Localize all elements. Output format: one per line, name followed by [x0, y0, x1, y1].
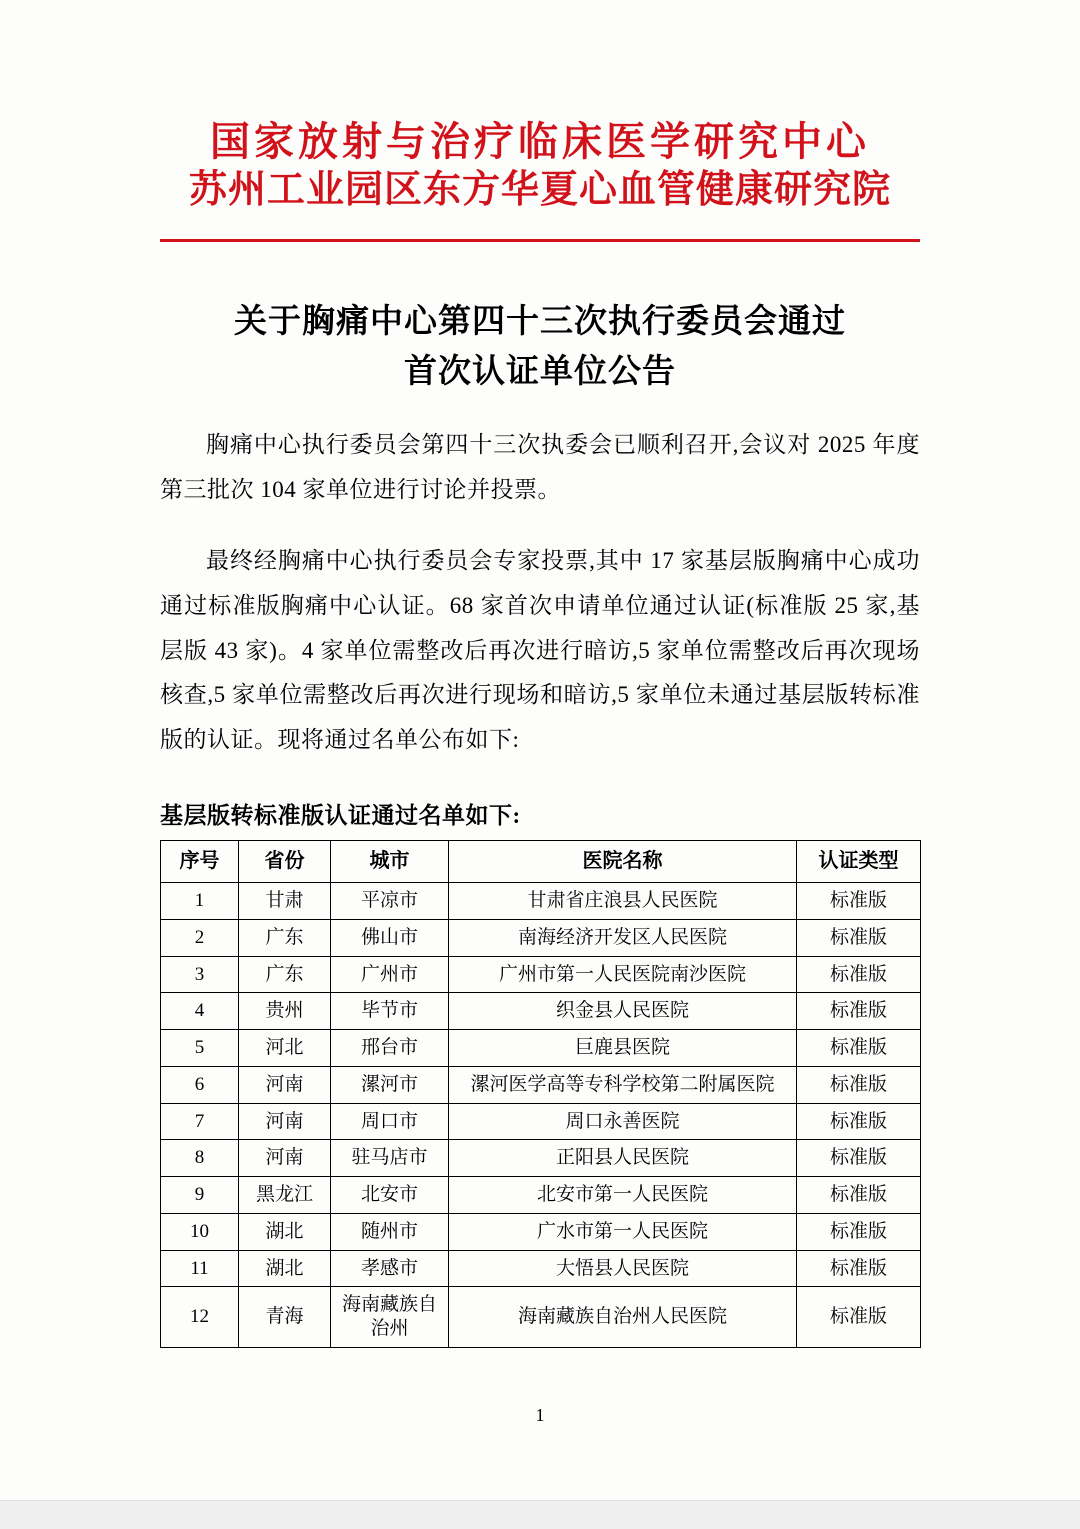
cell-index: 2 — [161, 919, 239, 956]
column-header-province: 省份 — [239, 841, 331, 883]
cell-province: 河南 — [239, 1140, 331, 1177]
table-row — [161, 1287, 921, 1348]
body-paragraph-1: 胸痛中心执行委员会第四十三次执委会已顺利召开,会议对 2025 年度第三批次 104 家单位进行讨论并投票。 — [160, 432, 921, 502]
cell-type: 标准版 — [797, 956, 921, 993]
cell-province: 河南 — [239, 1103, 331, 1140]
cell-type: 标准版 — [797, 1177, 921, 1214]
cell-province: 湖北 — [239, 1250, 331, 1287]
cell-index: 8 — [161, 1140, 239, 1177]
cell-province: 黑龙江 — [239, 1177, 331, 1214]
cell-city: 随州市 — [331, 1213, 449, 1250]
cell-city: 毕节市 — [331, 993, 449, 1030]
cell-type: 标准版 — [797, 1213, 921, 1250]
cell-hospital: 甘肃省庄浪县人民医院 — [449, 883, 797, 920]
column-header-index: 序号 — [161, 841, 239, 883]
certification-table — [160, 840, 921, 1348]
cell-hospital: 巨鹿县医院 — [449, 1030, 797, 1067]
table-row — [161, 1030, 921, 1067]
table-row — [161, 1066, 921, 1103]
cell-hospital: 正阳县人民医院 — [449, 1140, 797, 1177]
cell-type: 标准版 — [797, 1287, 921, 1348]
table-row — [161, 883, 921, 920]
cell-province: 广东 — [239, 919, 331, 956]
cell-province: 河南 — [239, 1066, 331, 1103]
cell-city: 海南藏族自治州 — [331, 1287, 449, 1348]
letterhead — [160, 0, 920, 242]
cell-city: 漯河市 — [331, 1066, 449, 1103]
cell-hospital: 周口永善医院 — [449, 1103, 797, 1140]
cell-province: 广东 — [239, 956, 331, 993]
cell-index: 4 — [161, 993, 239, 1030]
table-row — [161, 1177, 921, 1214]
cell-type: 标准版 — [797, 1140, 921, 1177]
cell-hospital: 海南藏族自治州人民医院 — [449, 1287, 797, 1348]
cell-city: 周口市 — [331, 1103, 449, 1140]
cell-city: 驻马店市 — [331, 1140, 449, 1177]
cell-hospital: 广州市第一人民医院南沙医院 — [449, 956, 797, 993]
cell-index: 9 — [161, 1177, 239, 1214]
cell-city: 佛山市 — [331, 919, 449, 956]
section-heading: 基层版转标准版认证通过名单如下: — [160, 803, 521, 829]
cell-index: 7 — [161, 1103, 239, 1140]
cell-type: 标准版 — [797, 1030, 921, 1067]
letterhead-divider — [160, 239, 920, 242]
cell-index: 3 — [161, 956, 239, 993]
letterhead-line-2: 苏州工业园区东方华夏心血管健康研究院 — [188, 168, 891, 211]
page-title — [160, 298, 920, 397]
table-header-row — [161, 841, 921, 883]
table-row — [161, 956, 921, 993]
table-row — [161, 1213, 921, 1250]
page-title-line-2: 首次认证单位公告 — [404, 353, 676, 390]
letterhead-line-1: 国家放射与治疗临床医学研究中心 — [210, 119, 870, 164]
cell-type: 标准版 — [797, 1250, 921, 1287]
cell-index: 6 — [161, 1066, 239, 1103]
column-header-type: 认证类型 — [797, 841, 921, 883]
cell-city: 邢台市 — [331, 1030, 449, 1067]
table-row — [161, 919, 921, 956]
cell-province: 甘肃 — [239, 883, 331, 920]
page-number: 1 — [535, 1405, 545, 1425]
cell-hospital: 南海经济开发区人民医院 — [449, 919, 797, 956]
cell-type: 标准版 — [797, 919, 921, 956]
cell-city: 北安市 — [331, 1177, 449, 1214]
cell-index: 5 — [161, 1030, 239, 1067]
column-header-city: 城市 — [331, 841, 449, 883]
table-row — [161, 1103, 921, 1140]
document-content — [160, 0, 920, 1348]
cell-index: 10 — [161, 1213, 239, 1250]
body-paragraph-2: 最终经胸痛中心执行委员会专家投票,其中 17 家基层版胸痛中心成功通过标准版胸痛中心认证。68 家首次申请单位通过认证(标准版 25 家,基层版 43 家)。4 家单位需整改后再次进行暗访,5 家单位需整改后再次现场核查,5 家单位需整改后再次进行现场和暗访,5 家单位未通过基层版转标准版的认证。现将通过名单公布如下: — [160, 547, 920, 753]
page-title-line-1: 关于胸痛中心第四十三次执行委员会通过 — [234, 304, 846, 341]
cell-city: 广州市 — [331, 956, 449, 993]
cell-index: 11 — [161, 1250, 239, 1287]
cell-hospital: 漯河医学高等专科学校第二附属医院 — [449, 1066, 797, 1103]
cell-province: 湖北 — [239, 1213, 331, 1250]
table-row — [161, 993, 921, 1030]
cell-hospital: 广水市第一人民医院 — [449, 1213, 797, 1250]
page-bottom-edge — [0, 1500, 1080, 1529]
cell-province: 贵州 — [239, 993, 331, 1030]
cell-type: 标准版 — [797, 883, 921, 920]
cell-index: 12 — [161, 1287, 239, 1348]
cell-city: 平凉市 — [331, 883, 449, 920]
cell-province: 河北 — [239, 1030, 331, 1067]
cell-hospital: 大悟县人民医院 — [449, 1250, 797, 1287]
cell-type: 标准版 — [797, 1103, 921, 1140]
table-row — [161, 1250, 921, 1287]
column-header-hospital: 医院名称 — [449, 841, 797, 883]
cell-index: 1 — [161, 883, 239, 920]
cell-city: 孝感市 — [331, 1250, 449, 1287]
cell-hospital: 织金县人民医院 — [449, 993, 797, 1030]
cell-hospital: 北安市第一人民医院 — [449, 1177, 797, 1214]
cell-type: 标准版 — [797, 1066, 921, 1103]
cell-type: 标准版 — [797, 993, 921, 1030]
cell-province: 青海 — [239, 1287, 331, 1348]
table-row — [161, 1140, 921, 1177]
